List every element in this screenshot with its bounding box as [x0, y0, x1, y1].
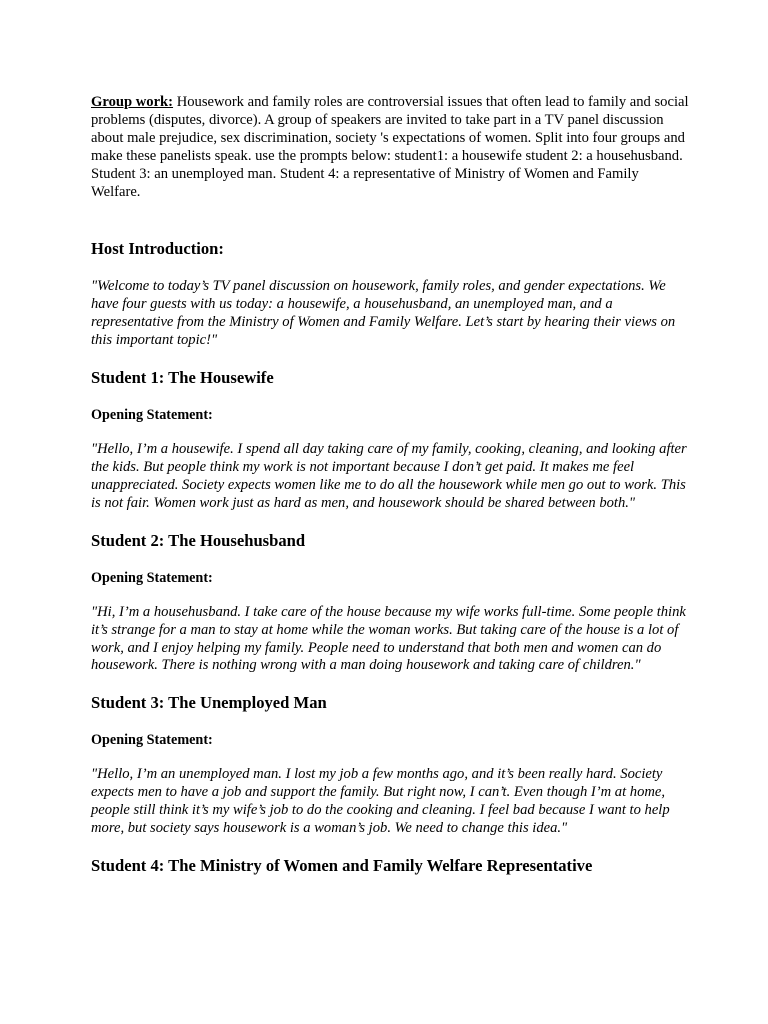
- host-introduction-quote: "Welcome to today’s TV panel discussion on housework, family roles, and gender expectations. We have four guests with us today: a housewife, a househusband, an unemployed man, and a representative from the Ministry of Women and Family Welfare. Let’s start by hearing their views on this important topic!": [91, 278, 676, 349]
- student-1-heading: Student 1: The Housewife: [91, 368, 274, 388]
- student-2-opening-label: Opening Statement:: [91, 569, 213, 586]
- group-work-text: Housework and family roles are controversial issues that often lead to family and social problems (disputes, divorce). A group of speakers are invited to take part in a TV panel discussion about male prejudice, sex discrimination, society 's expectations of women. Split into four groups and make these panelists speak. use the prompts below: student1: a housewife student 2: a househusband. Student 3: an unemployed man. Student 4: a representative of Ministry of Women and Family Welfare.: [91, 94, 689, 200]
- student-2-statement: "Hi, I’m a househusband. I take care of the house because my wife works full-time. Some people think it’s strange for a man to stay at home while the woman works. But taking care of the house is a lot of work, and I enjoy helping my family. People need to understand that both men and women can do housework. There is nothing wrong with a man doing housework and taking care of children.": [91, 603, 686, 674]
- student-1-opening-label: Opening Statement:: [91, 407, 213, 424]
- student-4-heading: Student 4: The Ministry of Women and Family Welfare Representative: [91, 855, 593, 875]
- host-introduction-heading: Host Introduction:: [91, 239, 224, 259]
- student-2-heading: Student 2: The Househusband: [91, 530, 306, 550]
- group-work-paragraph: [91, 94, 691, 201]
- student-1-statement: "Hello, I’m a housewife. I spend all day taking care of my family, cooking, cleaning, and looking after the kids. But people think my work is not important because I don’t get paid. It makes me feel unappreciated. Society expects women like me to do all the housework while men go out to work. This is not fair. Women work just as hard as men, and housework should be shared between both.": [91, 441, 687, 511]
- student-3-heading: Student 3: The Unemployed Man: [91, 693, 327, 713]
- document-body: [91, 94, 691, 876]
- student-3-statement: "Hello, I’m an unemployed man. I lost my job a few months ago, and it’s been really hard. Society expects men to have a job and support the family. But right now, I can’t. Even though I’m at home, people still think it’s my wife’s job to do the cooking and cleaning. I feel bad because I want to help more, but society says housework is a woman’s job. We need to change this idea.": [91, 766, 670, 837]
- student-3-opening-label: Opening Statement:: [91, 732, 213, 749]
- group-work-label: Group work:: [91, 94, 174, 110]
